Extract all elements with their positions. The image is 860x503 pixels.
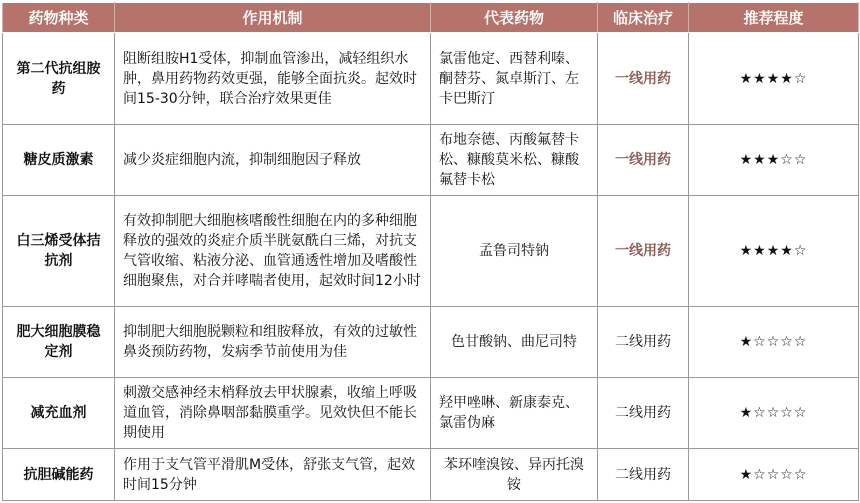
rating-stars: ★☆☆☆☆ (689, 378, 859, 449)
table-row (3, 125, 859, 196)
representative-drugs-cell: 苯环喹溴铵、异丙托溴铵 (431, 449, 598, 501)
drug-class-cell: 第二代抗组胺药 (3, 33, 115, 125)
mechanism-cell: 作用于支气管平滑肌M受体，舒张支气管，起效时间15分钟 (115, 449, 431, 501)
therapy-cell: 一线用药 (598, 196, 689, 307)
header-mechanism: 作用机制 (115, 3, 431, 33)
mechanism-cell: 有效抑制肥大细胞核嗜酸性细胞在内的多种细胞释放的强效的炎症介质半胱氨酰白三烯，对抗支气管收缩、粘液分泌、血管通透性增加及嗜酸性细胞聚焦，对合并哮喘者使用，起效时间12小时 (115, 196, 431, 307)
rating-stars: ★★★☆☆ (689, 125, 859, 196)
header-representative-drugs: 代表药物 (431, 3, 598, 33)
drug-class-cell: 肥大细胞膜稳定剂 (3, 307, 115, 378)
mechanism-cell: 抑制肥大细胞脱颗粒和组胺释放，有效的过敏性鼻炎预防药物，发病季节前使用为佳 (115, 307, 431, 378)
drug-class-cell: 抗胆碱能药 (3, 449, 115, 501)
therapy-cell: 一线用药 (598, 125, 689, 196)
drug-class-cell: 白三烯受体拮抗剂 (3, 196, 115, 307)
table-row (3, 196, 859, 307)
rating-stars: ★★★★☆ (689, 196, 859, 307)
mechanism-cell: 阻断组胺H1受体，抑制血管渗出，减轻组织水肿，鼻用药物药效更强，能够全面抗炎。起效时间15-30分钟，联合治疗效果更佳 (115, 33, 431, 125)
representative-drugs-cell: 羟甲唑啉、新康泰克、氯雷伪麻 (431, 378, 598, 449)
representative-drugs-cell: 孟鲁司特钠 (431, 196, 598, 307)
rating-stars: ★☆☆☆☆ (689, 449, 859, 501)
table-row (3, 33, 859, 125)
table-header-row (3, 3, 859, 33)
table-row (3, 307, 859, 378)
drug-class-cell: 糖皮质激素 (3, 125, 115, 196)
therapy-cell: 一线用药 (598, 33, 689, 125)
table-row (3, 449, 859, 501)
header-clinical-therapy: 临床治疗 (598, 3, 689, 33)
mechanism-cell: 刺激交感神经末梢释放去甲状腺素，收缩上呼吸道血管，消除鼻咽部黏膜重学。见效快但不能长期使用 (115, 378, 431, 449)
therapy-cell: 二线用药 (598, 449, 689, 501)
table-row (3, 378, 859, 449)
therapy-cell: 二线用药 (598, 307, 689, 378)
representative-drugs-cell: 色甘酸钠、曲尼司特 (431, 307, 598, 378)
drug-comparison-table (2, 2, 859, 501)
representative-drugs-cell: 氯雷他定、西替利嗪、酮替芬、氮卓斯汀、左卡巴斯汀 (431, 33, 598, 125)
representative-drugs-cell: 布地奈德、丙酸氟替卡松、糠酸莫米松、糠酸氟替卡松 (431, 125, 598, 196)
rating-stars: ★☆☆☆☆ (689, 307, 859, 378)
header-recommendation: 推荐程度 (689, 3, 859, 33)
header-drug-class: 药物种类 (3, 3, 115, 33)
drug-class-cell: 减充血剂 (3, 378, 115, 449)
mechanism-cell: 减少炎症细胞内流，抑制细胞因子释放 (115, 125, 431, 196)
therapy-cell: 二线用药 (598, 378, 689, 449)
rating-stars: ★★★★☆ (689, 33, 859, 125)
